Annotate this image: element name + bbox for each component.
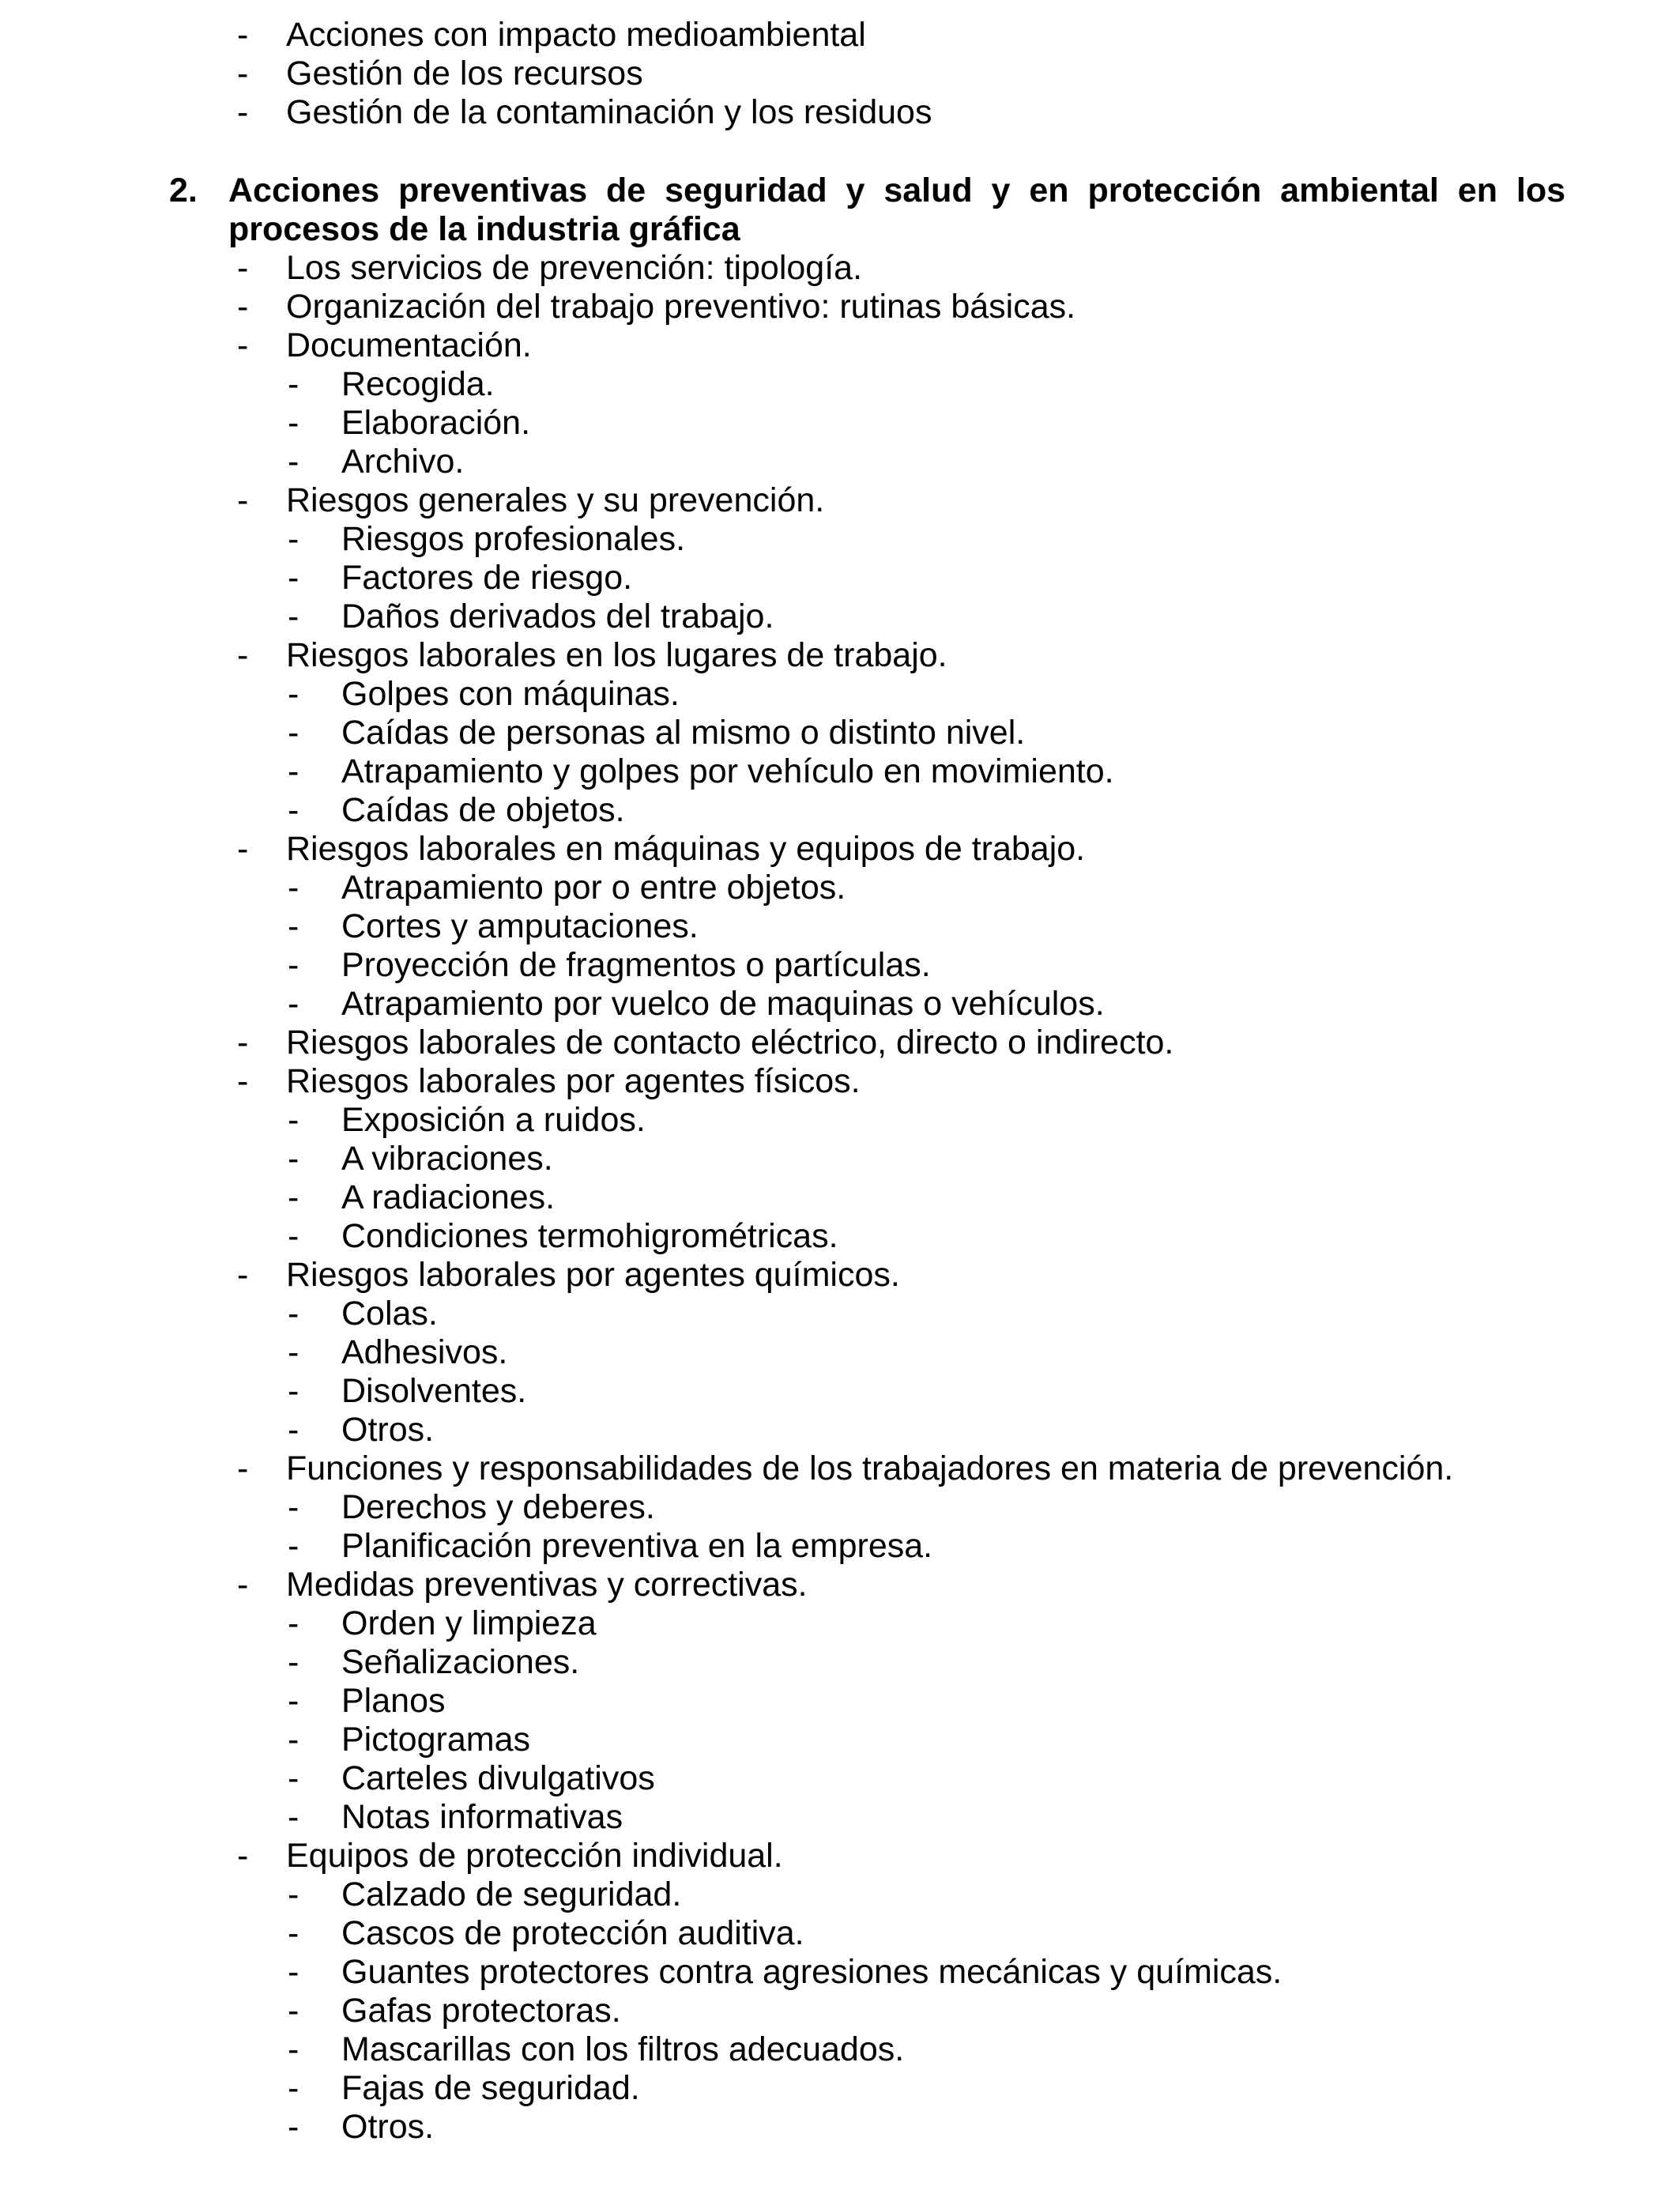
list-dash: -: [237, 249, 249, 287]
list-dash: -: [288, 598, 299, 635]
list-item-text: Riesgos generales y su prevención.: [286, 481, 825, 519]
sub-list-item: [0, 869, 1680, 907]
list-dash: -: [288, 1372, 299, 1410]
sub-list-item: [0, 1372, 1680, 1411]
list-item-text: Riesgos laborales en los lugares de trabajo.: [286, 636, 947, 674]
list-item-text: Fajas de seguridad.: [341, 2069, 640, 2107]
list-item-text: Señalizaciones.: [341, 1643, 580, 1681]
list-dash: -: [237, 1837, 249, 1875]
list-item-text: Notas informativas: [341, 1798, 623, 1836]
list-item-text: Colas.: [341, 1295, 438, 1333]
sub-list-item: [0, 714, 1680, 752]
list-item-text: Proyección de fragmentos o partículas.: [341, 946, 931, 984]
list-dash: -: [237, 55, 249, 92]
list-dash: -: [237, 1256, 249, 1294]
list-dash: -: [237, 1566, 249, 1604]
list-item-text: Funciones y responsabilidades de los trabajadores en materia de prevención.: [286, 1449, 1454, 1487]
list-dash: -: [288, 946, 299, 984]
document-content: [0, 16, 1680, 2147]
sub-list-item: [0, 675, 1680, 714]
list-item: [0, 1023, 1680, 1062]
sub-list-item: [0, 1101, 1680, 1140]
list-item-text: Adhesivos.: [341, 1333, 508, 1371]
list-item: [0, 1837, 1680, 1875]
list-item: [0, 288, 1680, 326]
list-dash: -: [237, 326, 249, 364]
list-item: [0, 93, 1680, 132]
list-dash: -: [237, 481, 249, 519]
list-item-text: Caídas de personas al mismo o distinto nivel.: [341, 714, 1026, 752]
list-item-text: Disolventes.: [341, 1372, 527, 1410]
list-item-text: Recogida.: [341, 365, 495, 403]
list-item-text: Acciones con impacto medioambiental: [286, 16, 866, 54]
sub-list-item: [0, 985, 1680, 1023]
list-dash: -: [288, 1295, 299, 1333]
sub-list-item: [0, 1992, 1680, 2030]
sub-list-item: [0, 1798, 1680, 1837]
list-item-text: Organización del trabajo preventivo: rutinas básicas.: [286, 288, 1076, 326]
sub-list-item: [0, 1643, 1680, 1682]
list-dash: -: [288, 1682, 299, 1720]
list-item-text: Derechos y deberes.: [341, 1488, 655, 1526]
list-dash: -: [237, 93, 249, 131]
list-item-text: Pictogramas: [341, 1721, 530, 1759]
section-title-line-1: Acciones preventivas de seguridad y salud y en protección ambiental en los: [228, 172, 1565, 209]
list-item-text: Otros.: [341, 2108, 435, 2146]
section-spacer: [0, 132, 1680, 172]
list-item: [0, 1449, 1680, 1488]
list-dash: -: [288, 1217, 299, 1255]
list-item: [0, 830, 1680, 869]
section-title: [228, 172, 1565, 249]
list-dash: -: [288, 1721, 299, 1759]
list-item: [0, 636, 1680, 675]
list-dash: -: [288, 520, 299, 558]
list-item-text: Golpes con máquinas.: [341, 675, 680, 713]
list-item-text: Riesgos laborales de contacto eléctrico, directo o indirecto.: [286, 1023, 1174, 1061]
sub-list-item: [0, 1333, 1680, 1372]
sub-list-item: [0, 1411, 1680, 1449]
list-item-text: Atrapamiento por o entre objetos.: [341, 869, 846, 907]
list-item-text: Riesgos laborales en máquinas y equipos de trabajo.: [286, 830, 1086, 868]
sub-list-item: [0, 2108, 1680, 2147]
sub-list-item: [0, 1295, 1680, 1333]
sub-list-item: [0, 1217, 1680, 1256]
list-dash: -: [288, 1953, 299, 1991]
list-dash: -: [288, 791, 299, 829]
list-dash: -: [237, 1449, 249, 1487]
list-dash: -: [288, 1101, 299, 1139]
sub-list-item: [0, 2030, 1680, 2069]
sub-list-item: [0, 1527, 1680, 1566]
sub-list-item: [0, 907, 1680, 946]
list-item-text: Cortes y amputaciones.: [341, 907, 699, 945]
sub-list-item: [0, 1953, 1680, 1992]
list-dash: -: [288, 443, 299, 481]
list-dash: -: [288, 2069, 299, 2107]
list-dash: -: [288, 1992, 299, 2030]
list-item-text: Cascos de protección auditiva.: [341, 1914, 804, 1952]
list-item-text: Calzado de seguridad.: [341, 1875, 682, 1913]
list-item-text: Riesgos laborales por agentes físicos.: [286, 1062, 861, 1100]
sub-list-item: [0, 559, 1680, 598]
list-dash: -: [288, 365, 299, 403]
sub-list-item: [0, 1488, 1680, 1527]
sub-list-item: [0, 1759, 1680, 1798]
list-item-text: Condiciones termohigrométricas.: [341, 1217, 838, 1255]
sub-list-item: [0, 1721, 1680, 1759]
sub-list-item: [0, 1178, 1680, 1217]
section-heading: [0, 172, 1680, 249]
list-item: [0, 1062, 1680, 1101]
list-dash: -: [237, 1062, 249, 1100]
list-dash: -: [237, 1023, 249, 1061]
list-dash: -: [288, 1411, 299, 1449]
list-item-text: Planos: [341, 1682, 446, 1720]
sub-list-item: [0, 2069, 1680, 2108]
list-item-text: Atrapamiento y golpes por vehículo en movimiento.: [341, 752, 1114, 790]
list-dash: -: [288, 1333, 299, 1371]
sub-list-item: [0, 404, 1680, 443]
list-dash: -: [288, 1178, 299, 1216]
list-item-text: Atrapamiento por vuelco de maquinas o vehículos.: [341, 985, 1105, 1023]
list-dash: -: [237, 830, 249, 868]
list-item-text: Equipos de protección individual.: [286, 1837, 783, 1875]
sub-list-item: [0, 1875, 1680, 1914]
sub-list-item: [0, 1140, 1680, 1178]
list-item-text: Factores de riesgo.: [341, 559, 633, 597]
sub-list-item: [0, 1604, 1680, 1643]
list-item: [0, 55, 1680, 93]
list-item-text: Elaboración.: [341, 404, 531, 442]
section-list: [0, 249, 1680, 2147]
list-dash: -: [288, 1875, 299, 1913]
list-dash: -: [288, 1643, 299, 1681]
sub-list-item: [0, 752, 1680, 791]
list-item: [0, 249, 1680, 288]
list-dash: -: [288, 675, 299, 713]
list-dash: -: [288, 1798, 299, 1836]
list-item-text: Gestión de los recursos: [286, 55, 643, 92]
list-dash: -: [288, 404, 299, 442]
list-dash: -: [288, 1759, 299, 1797]
list-item-text: Documentación.: [286, 326, 532, 364]
list-item-text: Medidas preventivas y correctivas.: [286, 1566, 808, 1604]
list-item: [0, 481, 1680, 520]
list-item-text: Caídas de objetos.: [341, 791, 625, 829]
list-item-text: Exposición a ruidos.: [341, 1101, 646, 1139]
sub-list-item: [0, 791, 1680, 830]
list-dash: -: [288, 752, 299, 790]
list-dash: -: [288, 1914, 299, 1952]
list-item-text: Riesgos laborales por agentes químicos.: [286, 1256, 900, 1294]
list-item: [0, 1566, 1680, 1604]
list-item-text: Mascarillas con los filtros adecuados.: [341, 2030, 905, 2068]
list-item-text: A radiaciones.: [341, 1178, 556, 1216]
list-item-text: A vibraciones.: [341, 1140, 553, 1178]
list-item-text: Carteles divulgativos: [341, 1759, 655, 1797]
list-dash: -: [288, 2108, 299, 2146]
list-item-text: Los servicios de prevención: tipología.: [286, 249, 863, 287]
sub-list-item: [0, 1682, 1680, 1721]
list-dash: -: [288, 714, 299, 752]
sub-list-item: [0, 365, 1680, 404]
list-dash: -: [288, 2030, 299, 2068]
section-title-line-2: procesos de la industria gráfica: [228, 210, 740, 248]
list-item-text: Gestión de la contaminación y los residuos: [286, 93, 932, 131]
sub-list-item: [0, 946, 1680, 985]
sub-list-item: [0, 520, 1680, 559]
list-dash: -: [288, 985, 299, 1023]
list-item-text: Gafas protectoras.: [341, 1992, 621, 2030]
list-dash: -: [237, 288, 249, 326]
intro-list: [0, 16, 1680, 132]
list-dash: -: [288, 869, 299, 907]
list-item-text: Planificación preventiva en la empresa.: [341, 1527, 933, 1565]
list-item: [0, 1256, 1680, 1295]
list-dash: -: [288, 559, 299, 597]
section-number: 2.: [169, 172, 198, 209]
list-dash: -: [288, 907, 299, 945]
list-item-text: Orden y limpieza: [341, 1604, 597, 1642]
sub-list-item: [0, 598, 1680, 636]
list-item-text: Guantes protectores contra agresiones mecánicas y químicas.: [341, 1953, 1283, 1991]
list-item-text: Archivo.: [341, 443, 465, 481]
list-dash: -: [288, 1488, 299, 1526]
list-dash: -: [237, 636, 249, 674]
list-item: [0, 326, 1680, 365]
list-item-text: Otros.: [341, 1411, 435, 1449]
list-dash: -: [237, 16, 249, 54]
list-dash: -: [288, 1140, 299, 1178]
list-item-text: Daños derivados del trabajo.: [341, 598, 774, 635]
list-item: [0, 16, 1680, 55]
sub-list-item: [0, 1914, 1680, 1953]
list-dash: -: [288, 1604, 299, 1642]
list-item-text: Riesgos profesionales.: [341, 520, 686, 558]
sub-list-item: [0, 443, 1680, 481]
list-dash: -: [288, 1527, 299, 1565]
